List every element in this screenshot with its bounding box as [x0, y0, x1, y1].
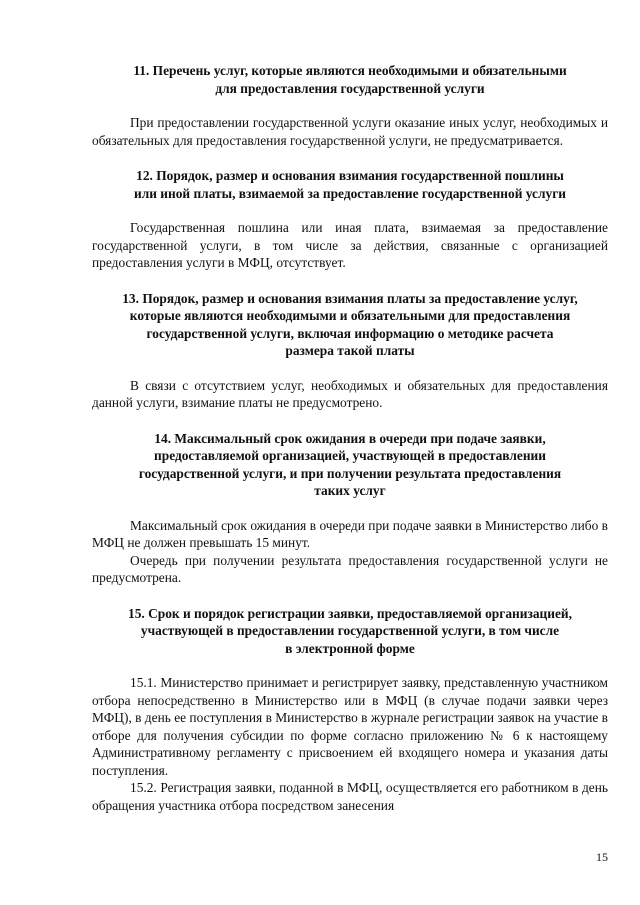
heading-line: или иной платы, взимаемой за предоставление государственной услуги: [133, 185, 566, 201]
heading-line: 15. Срок и порядок регистрации заявки, предоставляемой организацией,: [128, 605, 572, 621]
document-page: [92, 62, 608, 814]
paragraph: Очередь при получении результата предоставления государственной услуги не предусмотрена.: [92, 552, 608, 585]
section-heading: [92, 430, 608, 500]
paragraph: 15.2. Регистрация заявки, поданной в МФЦ, осуществляется его работником в день обращения участника отбора посредством занесения: [92, 780, 608, 813]
paragraph: В связи с отсутствием услуг, необходимых и обязательных для предоставления данной услуги, взимание платы не предусмотрено.: [92, 377, 608, 410]
heading-line: для предоставления государственной услуги: [215, 80, 485, 96]
heading-line: предоставляемой организацией, участвующей в предоставлении: [154, 448, 546, 463]
heading-line: размера такой платы: [285, 343, 415, 358]
paragraph: 15.1. Министерство принимает и регистрирует заявку, представленную участником отбора непосредственно в Министерство или в МФЦ (в случае подачи заявки через МФЦ), в день ее поступления в Министерство в журнале регистрации заявок на участие в отборе для получения субсидии по форме согласно приложению № 6 к настоящему Административному регламенту с присвоением ей входящего номера и указания даты поступления.: [92, 675, 608, 778]
section-12: [92, 167, 608, 272]
section-heading: [92, 167, 608, 202]
heading-line: государственной услуги, и при получении результата предоставления: [138, 465, 562, 481]
page-number: 15: [596, 850, 608, 864]
section-15: [92, 605, 608, 815]
heading-line: в электронной форме: [285, 640, 415, 656]
heading-line: таких услуг: [314, 483, 386, 498]
paragraph: Максимальный срок ожидания в очереди при подаче заявки в Министерство либо в МФЦ не должен превышать 15 минут.: [92, 517, 608, 550]
heading-line: которые являются необходимыми и обязательными для предоставления: [129, 308, 571, 323]
heading-line: 14. Максимальный срок ожидания в очереди при подаче заявки,: [154, 430, 546, 446]
section-heading: [92, 62, 608, 97]
section-heading: [92, 290, 608, 360]
section-13: [92, 290, 608, 412]
heading-line: 13. Порядок, размер и основания взимания платы за предоставление услуг,: [122, 290, 578, 306]
paragraph: Государственная пошлина или иная плата, взимаемая за предоставление государственной услуги, в том числе за действия, связанные с организацией предоставления услуги в МФЦ, отсутствует.: [92, 220, 608, 270]
heading-line: 11. Перечень услуг, которые являются необходимыми и обязательными: [133, 63, 567, 78]
paragraph: При предоставлении государственной услуги оказание иных услуг, необходимых и обязательных для предоставления государственной услуги, не предусматривается.: [92, 115, 608, 148]
heading-line: 12. Порядок, размер и основания взимания государственной пошлины: [136, 168, 564, 183]
section-14: [92, 430, 608, 587]
heading-line: государственной услуги, включая информацию о методике расчета: [146, 325, 554, 341]
heading-line: участвующей в предоставлении государственной услуги, в том числе: [140, 623, 560, 638]
section-11: [92, 62, 608, 149]
section-heading: [92, 605, 608, 658]
